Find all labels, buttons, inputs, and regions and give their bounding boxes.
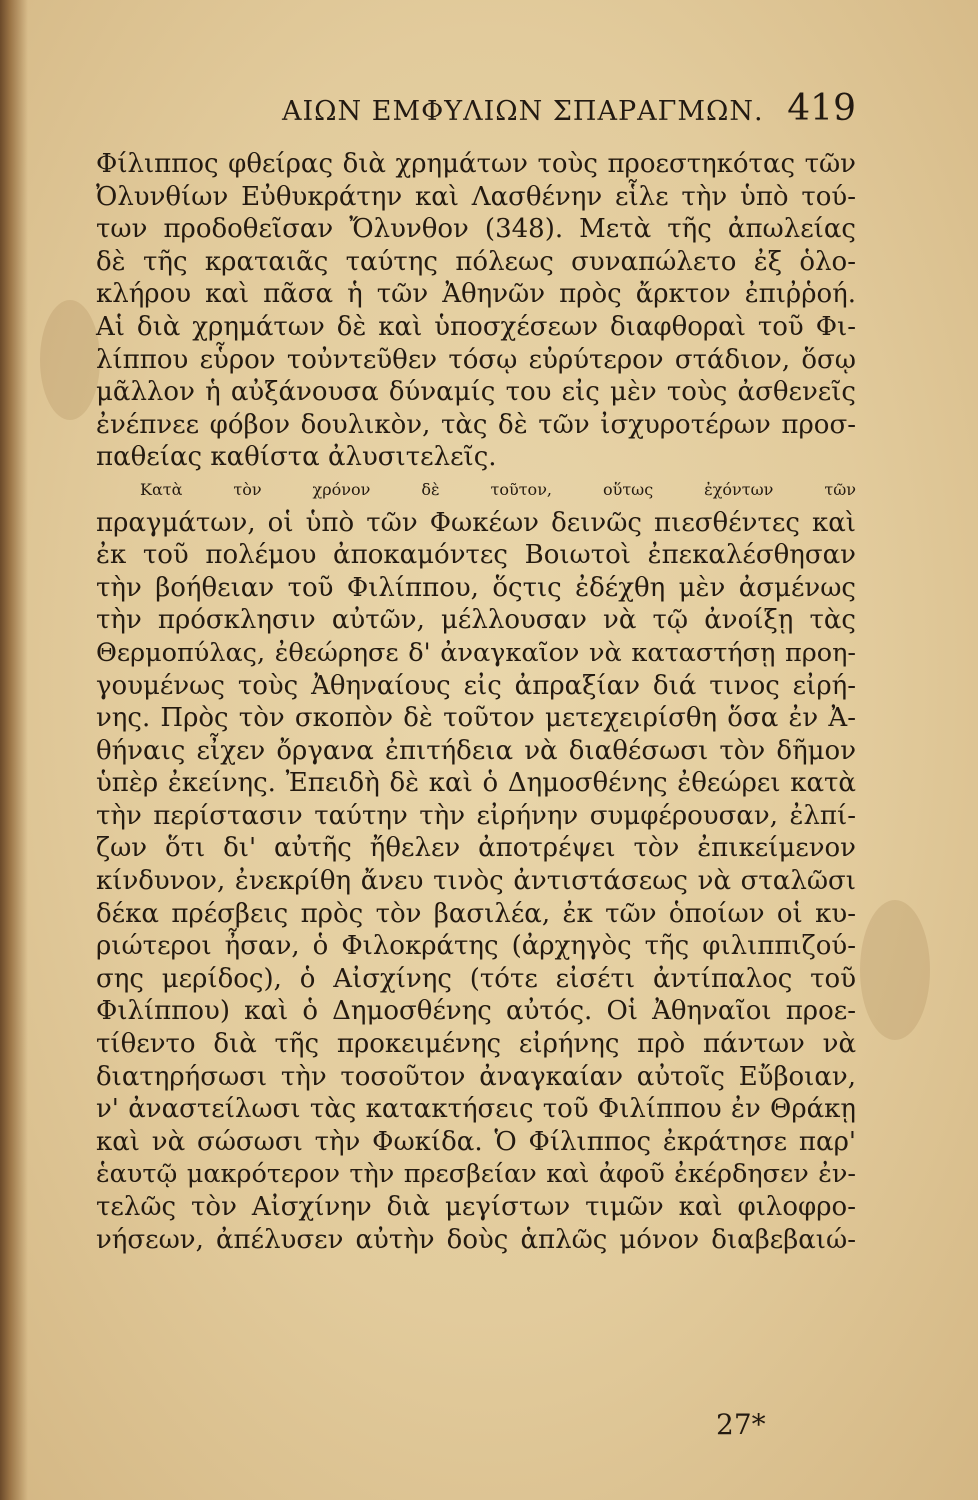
text-line: Ὀλυνθίων Εὐθυκράτην καὶ Λασθένην εἷλε τὴν ὑπὸ τού- (96, 181, 856, 212)
text-line: διατηρήσωσι τὴν τοσοῦτον ἀναγκαίαν αὐτοῖς Εὔβοιαν, (96, 1061, 856, 1092)
text-line: των προδοθεῖσαν Ὄλυνθον (348). Μετὰ τῆς ἀπωλείας (96, 214, 856, 245)
text-line: τὴν βοήθειαν τοῦ Φιλίππου, ὅςτις ἐδέχθη μὲν ἀσμένως (96, 572, 856, 603)
text-line: ἐνέπνεε φόβον δουλικὸν, τὰς δὲ τῶν ἰσχυροτέρων προσ- (96, 409, 856, 440)
text-line: παθείας καθίστα ἀλυσιτελεῖς. (96, 442, 497, 473)
text-line: ριώτεροι ἦσαν, ὁ Φιλοκράτης (ἀρχηγὸς τῆς φιλιππιζού- (96, 931, 856, 962)
text-line: λίππου εὗρον τοὐντεῦθεν τόσῳ εὐρύτερον στάδιον, ὅσῳ (96, 344, 856, 375)
text-line: πραγμάτων, οἱ ὑπὸ τῶν Φωκέων δεινῶς πιεσθέντες καὶ (96, 507, 856, 538)
body-text (96, 148, 856, 1256)
text-line: τὴν πρόσκλησιν αὐτῶν, μέλλουσαν νὰ τῷ ἀνοίξῃ τὰς (96, 605, 856, 636)
text-line: τὴν περίστασιν ταύτην τὴν εἰρήνην συμφέρουσαν, ἐλπί- (96, 800, 856, 831)
text-line: τελῶς τὸν Αἰσχίνην διὰ μεγίστων τιμῶν καὶ φιλοφρο- (96, 1192, 856, 1222)
text-line: Αἱ διὰ χρημάτων δὲ καὶ ὑποσχέσεων διαφθοραὶ τοῦ Φι- (96, 311, 856, 342)
text-line: δέκα πρέσβεις πρὸς τὸν βασιλέα, ἐκ τῶν ὁποίων οἱ κυ- (96, 898, 856, 929)
text-line: Φιλίππου) καὶ ὁ Δημοσθένης αὐτός. Οἱ Ἀθηναῖοι προε- (96, 996, 856, 1027)
text-line: Θερμοπύλας, ἐθεώρησε δ' ἀναγκαῖον νὰ καταστήσῃ προη- (96, 637, 856, 668)
text-line: κίνδυνον, ἐνεκρίθη ἄνευ τινὸς ἀντιστάσεως νὰ σταλῶσι (96, 866, 856, 897)
text-line: Φίλιππος φθείρας διὰ χρημάτων τοὺς προεστηκότας τῶν (96, 149, 856, 179)
text-line: νήσεων, ἀπέλυσεν αὐτὴν δοὺς ἁπλῶς μόνον διαβεβαιώ- (96, 1224, 856, 1255)
text-line: σης μερίδος), ὁ Αἰσχίνης (τότε εἰσέτι ἀντίπαλος τοῦ (96, 963, 856, 994)
page-header (92, 88, 862, 138)
text-line: ἑαυτῷ μακρότερον τὴν πρεσβείαν καὶ ἀφοῦ ἐκέρδησεν ἐν- (96, 1159, 856, 1190)
text-line: καὶ νὰ σώσωσι τὴν Φωκίδα. Ὁ Φίλιππος ἐκράτησε παρ' (96, 1126, 856, 1157)
text-line: τίθεντο διὰ τῆς προκειμένης εἰρήνης πρὸ πάντων νὰ (96, 1029, 856, 1060)
signature-mark: 27* (716, 1408, 766, 1441)
text-line: ν' ἀναστείλωσι τὰς κατακτήσεις τοῦ Φιλίππου ἐν Θράκῃ (96, 1094, 856, 1125)
text-line: κλήρου καὶ πᾶσα ἡ τῶν Ἀθηνῶν πρὸς ἄρκτον ἐπιῤῥοή. (96, 279, 856, 310)
text-line: γουμένως τοὺς Ἀθηναίους εἰς ἀπραξίαν διά τινος εἰρή- (96, 670, 856, 701)
text-line: δὲ τῆς κραταιᾶς ταύτης πόλεως συναπώλετο ἐξ ὁλο- (96, 246, 856, 277)
text-line: ζων ὅτι δι' αὐτῆς ἤθελεν ἀποτρέψει τὸν ἐπικείμενον (96, 833, 856, 864)
text-line: ἐκ τοῦ πολέμου ἀποκαμόντες Βοιωτοὶ ἐπεκαλέσθησαν (96, 540, 856, 571)
text-line: μᾶλλον ἡ αὐξάνουσα δύναμίς του εἰς μὲν τοὺς ἀσθενεῖς (96, 377, 856, 408)
paper-stain (40, 300, 100, 420)
paper-stain (860, 900, 930, 1040)
paragraph-first-line: Κατὰ τὸν χρόνον δὲ τοῦτον, οὕτως ἐχόντων τῶν (140, 479, 856, 499)
running-title: ΑΙΩΝ ΕΜΦΥΛΙΩΝ ΣΠΑΡΑΓΜΩΝ. (282, 96, 764, 127)
text-line: νης. Πρὸς τὸν σκοπὸν δὲ τοῦτον μετεχειρίσθη ὅσα ἐν Ἀ- (96, 703, 856, 734)
page-edge-shadow (0, 0, 28, 1500)
text-line: θήναις εἶχεν ὄργανα ἐπιτήδεια νὰ διαθέσωσι τὸν δῆμον (96, 735, 856, 766)
page-number: 419 (787, 88, 856, 129)
text-line: ὑπὲρ ἐκείνης. Ἐπειδὴ δὲ καὶ ὁ Δημοσθένης ἐθεώρει κατὰ (96, 768, 856, 799)
